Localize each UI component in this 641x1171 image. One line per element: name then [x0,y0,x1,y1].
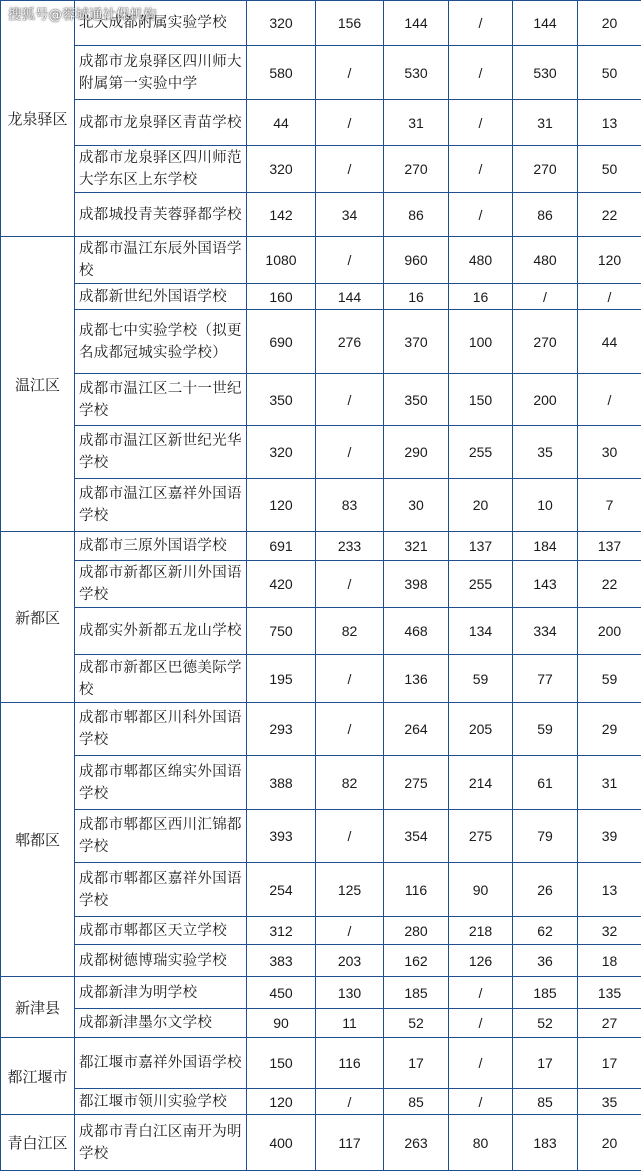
value-cell-c6: 29 [578,703,641,756]
school-name-cell: 成都城投青芙蓉驿都学校 [75,193,247,237]
table-row [1,237,641,284]
value-cell-c1: 383 [247,945,316,977]
value-cell-c1: 44 [247,100,316,146]
value-cell-c5: 144 [513,1,578,46]
value-cell-c6: 32 [578,917,641,945]
value-cell-c6: 50 [578,46,641,100]
school-name-cell: 成都新世纪外国语学校 [75,284,247,310]
value-cell-c4: / [449,100,513,146]
value-cell-c4: 205 [449,703,513,756]
table-row [1,479,641,532]
value-cell-c5: 183 [513,1115,578,1171]
watermark: 搜狐号@蓉城通社保机构 [8,3,157,23]
value-cell-c5: 61 [513,756,578,810]
table-row [1,945,641,977]
value-cell-c2: / [316,100,384,146]
value-cell-c1: 450 [247,977,316,1009]
value-cell-c2: / [316,46,384,100]
value-cell-c4: / [449,1038,513,1089]
value-cell-c2: 125 [316,863,384,917]
value-cell-c4: 59 [449,655,513,703]
value-cell-c5: / [513,284,578,310]
value-cell-c1: 388 [247,756,316,810]
value-cell-c6: 20 [578,1,641,46]
value-cell-c3: 116 [384,863,449,917]
table-row [1,608,641,655]
value-cell-c3: 86 [384,193,449,237]
table-row [1,532,641,561]
value-cell-c2: 144 [316,284,384,310]
value-cell-c6: 200 [578,608,641,655]
value-cell-c2: / [316,703,384,756]
value-cell-c5: 334 [513,608,578,655]
value-cell-c5: 31 [513,100,578,146]
value-cell-c1: 160 [247,284,316,310]
value-cell-c5: 85 [513,1089,578,1115]
school-name-cell: 成都实外新都五龙山学校 [75,608,247,655]
value-cell-c6: 27 [578,1009,641,1038]
value-cell-c1: 393 [247,810,316,863]
value-cell-c2: 203 [316,945,384,977]
table-row [1,1038,641,1089]
value-cell-c1: 1080 [247,237,316,284]
value-cell-c6: 50 [578,146,641,193]
value-cell-c4: 275 [449,810,513,863]
value-cell-c1: 195 [247,655,316,703]
value-cell-c4: 137 [449,532,513,561]
value-cell-c6: 13 [578,863,641,917]
table-row [1,756,641,810]
value-cell-c2: / [316,374,384,426]
school-name-cell: 成都新津为明学校 [75,977,247,1009]
value-cell-c3: 17 [384,1038,449,1089]
value-cell-c3: 85 [384,1089,449,1115]
value-cell-c6: 7 [578,479,641,532]
value-cell-c3: 30 [384,479,449,532]
value-cell-c2: 233 [316,532,384,561]
district-cell: 青白江区 [1,1115,75,1171]
school-name-cell: 成都市郫都区川科外国语学校 [75,703,247,756]
school-name-cell: 成都七中实验学校（拟更名成都冠城实验学校） [75,310,247,374]
table-row [1,810,641,863]
value-cell-c2: / [316,655,384,703]
value-cell-c1: 293 [247,703,316,756]
table-row [1,193,641,237]
value-cell-c6: 30 [578,426,641,479]
school-name-cell: 成都树德博瑞实验学校 [75,945,247,977]
school-name-cell: 成都市新都区巴德美际学校 [75,655,247,703]
district-cell: 龙泉驿区 [1,1,75,237]
school-name-cell: 成都市郫都区天立学校 [75,917,247,945]
value-cell-c2: 130 [316,977,384,1009]
value-cell-c2: 34 [316,193,384,237]
value-cell-c5: 36 [513,945,578,977]
value-cell-c5: 86 [513,193,578,237]
value-cell-c4: 255 [449,561,513,608]
value-cell-c1: 350 [247,374,316,426]
value-cell-c4: 255 [449,426,513,479]
value-cell-c6: 22 [578,561,641,608]
table-row [1,863,641,917]
value-cell-c2: 117 [316,1115,384,1171]
value-cell-c1: 320 [247,426,316,479]
value-cell-c4: 214 [449,756,513,810]
table-row [1,703,641,756]
district-cell: 都江堰市 [1,1038,75,1115]
value-cell-c1: 312 [247,917,316,945]
school-name-cell: 成都新津墨尔文学校 [75,1009,247,1038]
value-cell-c4: / [449,1089,513,1115]
value-cell-c1: 320 [247,1,316,46]
value-cell-c5: 200 [513,374,578,426]
value-cell-c6: 13 [578,100,641,146]
value-cell-c5: 59 [513,703,578,756]
school-name-cell: 成都市郫都区嘉祥外国语学校 [75,863,247,917]
value-cell-c1: 750 [247,608,316,655]
district-cell: 新津县 [1,977,75,1038]
value-cell-c3: 350 [384,374,449,426]
value-cell-c1: 142 [247,193,316,237]
school-name-cell: 成都市青白江区南开为明学校 [75,1115,247,1171]
value-cell-c3: 468 [384,608,449,655]
school-name-cell: 成都市新都区新川外国语学校 [75,561,247,608]
value-cell-c4: 100 [449,310,513,374]
school-name-cell: 北大成都附属实验学校 [75,1,247,46]
value-cell-c3: 275 [384,756,449,810]
value-cell-c2: 276 [316,310,384,374]
school-name-cell: 成都市温江东辰外国语学校 [75,237,247,284]
value-cell-c2: 11 [316,1009,384,1038]
value-cell-c2: / [316,810,384,863]
value-cell-c4: / [449,1009,513,1038]
value-cell-c3: 398 [384,561,449,608]
value-cell-c5: 35 [513,426,578,479]
value-cell-c5: 10 [513,479,578,532]
value-cell-c3: 270 [384,146,449,193]
school-name-cell: 成都市郫都区西川汇锦都学校 [75,810,247,863]
value-cell-c4: / [449,977,513,1009]
value-cell-c2: 156 [316,1,384,46]
value-cell-c6: 44 [578,310,641,374]
table-row [1,1115,641,1171]
value-cell-c6: 18 [578,945,641,977]
value-cell-c5: 79 [513,810,578,863]
value-cell-c2: 116 [316,1038,384,1089]
value-cell-c6: 35 [578,1089,641,1115]
value-cell-c4: 16 [449,284,513,310]
value-cell-c3: 263 [384,1115,449,1171]
district-cell: 温江区 [1,237,75,532]
table-row [1,561,641,608]
value-cell-c1: 690 [247,310,316,374]
school-name-cell: 都江堰市领川实验学校 [75,1089,247,1115]
value-cell-c5: 530 [513,46,578,100]
value-cell-c3: 185 [384,977,449,1009]
value-cell-c1: 254 [247,863,316,917]
value-cell-c2: / [316,146,384,193]
value-cell-c3: 280 [384,917,449,945]
value-cell-c6: 39 [578,810,641,863]
table-row [1,146,641,193]
value-cell-c4: 80 [449,1115,513,1171]
table-row [1,426,641,479]
value-cell-c6: / [578,374,641,426]
table-row [1,46,641,100]
value-cell-c5: 143 [513,561,578,608]
table-row [1,374,641,426]
district-cell: 新都区 [1,532,75,703]
table-row [1,100,641,146]
value-cell-c3: 530 [384,46,449,100]
value-cell-c4: / [449,46,513,100]
value-cell-c5: 52 [513,1009,578,1038]
value-cell-c6: 135 [578,977,641,1009]
value-cell-c3: 52 [384,1009,449,1038]
value-cell-c3: 290 [384,426,449,479]
value-cell-c3: 321 [384,532,449,561]
table-row [1,310,641,374]
value-cell-c6: 31 [578,756,641,810]
school-name-cell: 成都市龙泉驿区四川师大附属第一实验中学 [75,46,247,100]
value-cell-c1: 120 [247,479,316,532]
value-cell-c3: 31 [384,100,449,146]
value-cell-c3: 370 [384,310,449,374]
table-body [1,1,641,1171]
school-name-cell: 成都市温江区新世纪光华学校 [75,426,247,479]
school-name-cell: 成都市龙泉驿区四川师范大学东区上东学校 [75,146,247,193]
value-cell-c4: / [449,1,513,46]
value-cell-c2: 82 [316,608,384,655]
value-cell-c6: 17 [578,1038,641,1089]
value-cell-c5: 270 [513,310,578,374]
value-cell-c1: 150 [247,1038,316,1089]
table-row [1,655,641,703]
value-cell-c1: 400 [247,1115,316,1171]
value-cell-c5: 184 [513,532,578,561]
value-cell-c6: 59 [578,655,641,703]
value-cell-c1: 320 [247,146,316,193]
value-cell-c3: 162 [384,945,449,977]
value-cell-c2: 83 [316,479,384,532]
value-cell-c4: 218 [449,917,513,945]
value-cell-c5: 26 [513,863,578,917]
value-cell-c3: 144 [384,1,449,46]
school-name-cell: 成都市三原外国语学校 [75,532,247,561]
value-cell-c3: 264 [384,703,449,756]
value-cell-c4: 150 [449,374,513,426]
value-cell-c4: 480 [449,237,513,284]
value-cell-c5: 17 [513,1038,578,1089]
value-cell-c5: 62 [513,917,578,945]
value-cell-c1: 420 [247,561,316,608]
value-cell-c1: 90 [247,1009,316,1038]
value-cell-c3: 136 [384,655,449,703]
table-row [1,1009,641,1038]
value-cell-c1: 120 [247,1089,316,1115]
value-cell-c5: 77 [513,655,578,703]
school-name-cell: 都江堰市嘉祥外国语学校 [75,1038,247,1089]
value-cell-c5: 270 [513,146,578,193]
value-cell-c3: 354 [384,810,449,863]
table-row [1,284,641,310]
value-cell-c4: / [449,146,513,193]
value-cell-c6: 22 [578,193,641,237]
value-cell-c2: / [316,561,384,608]
value-cell-c2: / [316,917,384,945]
value-cell-c4: 90 [449,863,513,917]
value-cell-c5: 480 [513,237,578,284]
school-name-cell: 成都市龙泉驿区青苗学校 [75,100,247,146]
value-cell-c3: 960 [384,237,449,284]
value-cell-c2: / [316,426,384,479]
district-cell: 郫都区 [1,703,75,977]
value-cell-c1: 580 [247,46,316,100]
value-cell-c2: / [316,1089,384,1115]
value-cell-c3: 16 [384,284,449,310]
value-cell-c4: / [449,193,513,237]
value-cell-c6: / [578,284,641,310]
school-name-cell: 成都市郫都区绵实外国语学校 [75,756,247,810]
value-cell-c6: 137 [578,532,641,561]
school-name-cell: 成都市温江区嘉祥外国语学校 [75,479,247,532]
value-cell-c4: 134 [449,608,513,655]
value-cell-c1: 691 [247,532,316,561]
value-cell-c5: 185 [513,977,578,1009]
value-cell-c6: 120 [578,237,641,284]
value-cell-c2: 82 [316,756,384,810]
table-row [1,917,641,945]
value-cell-c4: 126 [449,945,513,977]
school-name-cell: 成都市温江区二十一世纪学校 [75,374,247,426]
value-cell-c4: 20 [449,479,513,532]
table-row [1,977,641,1009]
value-cell-c6: 20 [578,1115,641,1171]
value-cell-c2: / [316,237,384,284]
table-row [1,1089,641,1115]
